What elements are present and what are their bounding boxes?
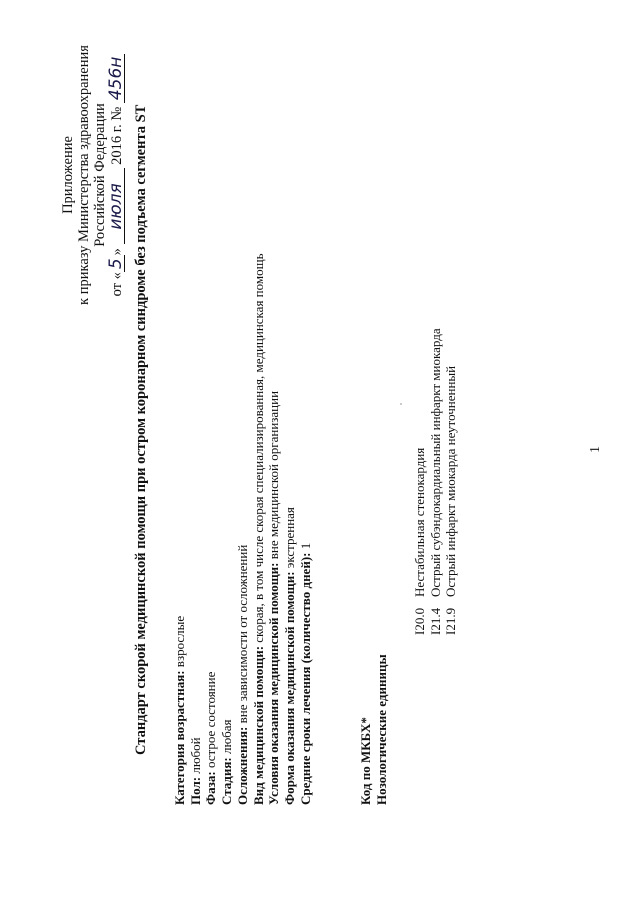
- param-row: [188, 253, 204, 805]
- parameters-list: [172, 253, 313, 805]
- icd-name: Острый субэндокардиальный инфаркт миокарда: [427, 328, 443, 597]
- param-value: экстренная: [281, 507, 297, 572]
- param-value: взрослые: [172, 615, 187, 671]
- param-value: вне медицинской организации: [266, 390, 282, 563]
- param-value: скорая, в том числе скорая специализированная, медицинская помощь: [250, 253, 266, 646]
- appendix-line1: к приказу Министерства здравоохранения: [76, 45, 92, 305]
- param-label: Стадия:: [219, 757, 235, 805]
- nosology-label: Нозологические единицы: [373, 654, 389, 805]
- appendix-order-line: [108, 5, 125, 345]
- mkb-label: Код по МКБХ*: [358, 717, 373, 805]
- param-row: [251, 253, 267, 805]
- icd-name: Нестабильная стенокардия: [412, 447, 427, 597]
- icd-code: I21.4: [427, 607, 443, 635]
- codes-header: [358, 654, 389, 805]
- param-value: 1: [297, 542, 313, 553]
- codes-list: [412, 328, 459, 635]
- scan-speck: [400, 403, 402, 405]
- param-value: вне зависимости от осложнений: [234, 544, 250, 727]
- param-label: Условия оказания медицинской помощи:: [266, 562, 282, 805]
- param-row: [172, 253, 188, 805]
- code-row: [412, 328, 428, 635]
- param-row: [298, 253, 314, 805]
- icd-code: I21.9: [443, 607, 459, 635]
- param-row: [282, 253, 298, 805]
- code-row: [443, 328, 459, 635]
- param-label: Категория возрастная:: [172, 670, 187, 805]
- icd-code: I20.0: [412, 607, 427, 635]
- document-title: Стандарт скорой медицинской помощи при остром коронарном синдроме без подъема сегмента ST: [133, 104, 149, 755]
- param-label: Форма оказания медицинской помощи:: [281, 571, 297, 805]
- appendix-title: Приложение: [60, 136, 76, 214]
- param-row: [266, 253, 282, 805]
- appendix-line2: Российской Федерации: [92, 103, 108, 247]
- param-label: Осложнения:: [234, 726, 250, 805]
- order-number: 456н: [108, 54, 125, 104]
- code-row: [428, 328, 444, 635]
- order-month: июля: [108, 168, 125, 244]
- param-row: [219, 253, 235, 805]
- param-row: [203, 253, 219, 805]
- param-row: [235, 253, 251, 805]
- param-label: Вид медицинской помощи:: [250, 645, 266, 805]
- param-value: острое состояние: [203, 671, 219, 772]
- param-label: Пол:: [187, 776, 203, 805]
- appendix-block: [60, 5, 125, 345]
- order-day: 5: [108, 255, 125, 272]
- page-number: 1: [588, 446, 603, 453]
- order-year: 2016 г. №: [109, 106, 125, 165]
- order-mid: »: [109, 248, 125, 256]
- icd-name: Острый инфаркт миокарда неуточненный: [443, 365, 459, 597]
- param-value: любой: [187, 737, 203, 777]
- param-value: любая: [219, 719, 235, 758]
- order-prefix: от «: [109, 272, 125, 297]
- param-label: Средние сроки лечения (количество дней):: [297, 552, 313, 805]
- param-label: Фаза:: [203, 771, 219, 805]
